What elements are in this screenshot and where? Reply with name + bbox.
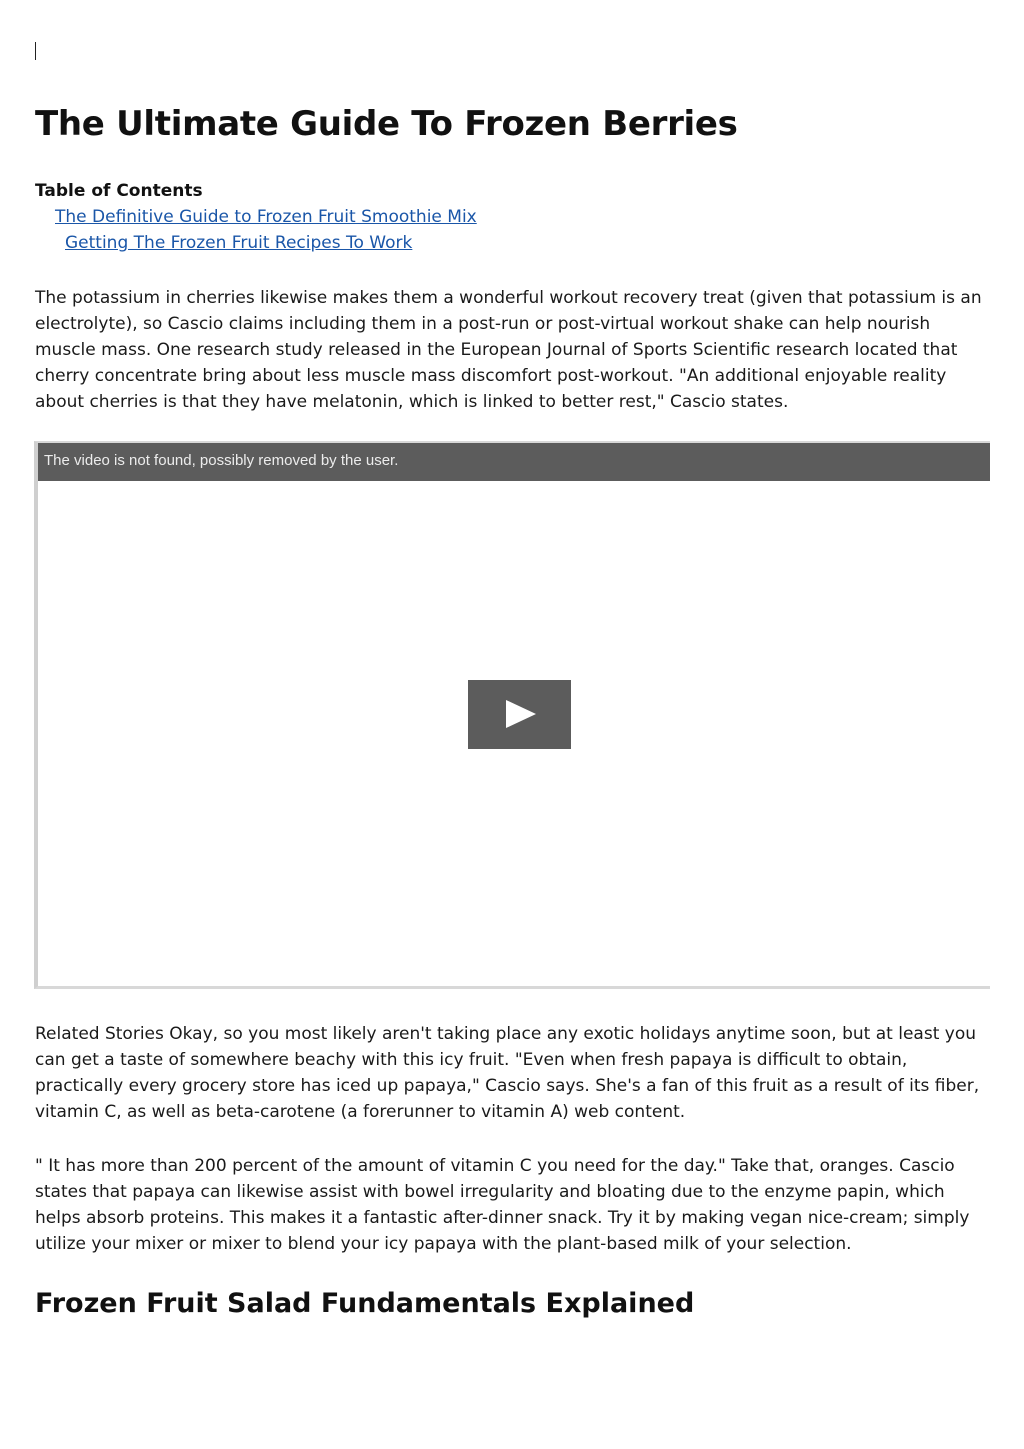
table-of-contents	[35, 178, 990, 256]
page-title: The Ultimate Guide To Frozen Berries	[35, 104, 738, 144]
paragraph-cherries: The potassium in cherries likewise makes them a wonderful workout recovery treat (given that potassium is an electrolyte), so Cascio claims including them in a post-run or post-virtual workout shake can help nourish muscle mass. One research study released in the European Journal of Sports Scientific research located that cherry concentrate bring about less muscle mass discomfort post-workout. "An additional enjoyable reality about cherries is that they have melatonin, which is linked to better rest," Cascio states.	[35, 288, 982, 412]
play-button[interactable]	[468, 680, 571, 749]
video-embed[interactable]	[34, 441, 990, 989]
play-icon	[504, 698, 536, 730]
toc-link-smoothie-mix[interactable]: The Definitive Guide to Frozen Fruit Smoothie Mix	[55, 207, 477, 227]
paragraph-papaya-vitamin-c: " It has more than 200 percent of the amount of vitamin C you need for the day." Take that, oranges. Cascio states that papaya can likewise assist with bowel irregularity and bloating due to the enzyme papin, which helps absorb proteins. This makes it a fantastic after-dinner snack. Try it by making vegan nice-cream; simply utilize your mixer or mixer to blend your icy papaya with the plant-based milk of your selection.	[35, 1156, 970, 1254]
section-heading: Frozen Fruit Salad Fundamentals Explained	[35, 1288, 695, 1319]
video-error-message: The video is not found, possibly removed by the user.	[44, 452, 399, 469]
paragraph-papaya-intro: Related Stories Okay, so you most likely aren't taking place any exotic holidays anytime soon, but at least you can get a taste of somewhere beachy with this icy fruit. "Even when fresh papaya is difficult to obtain, practically every grocery store has iced up papaya," Cascio says. She's a fan of this fruit as a result of its fiber, vitamin C, as well as beta-carotene (a forerunner to vitamin A) web content.	[35, 1024, 980, 1122]
toc-heading: Table of Contents	[35, 181, 203, 201]
text-cursor	[35, 42, 36, 60]
toc-link-fruit-recipes[interactable]: Getting The Frozen Fruit Recipes To Work	[65, 233, 413, 253]
video-title-bar	[38, 443, 990, 481]
